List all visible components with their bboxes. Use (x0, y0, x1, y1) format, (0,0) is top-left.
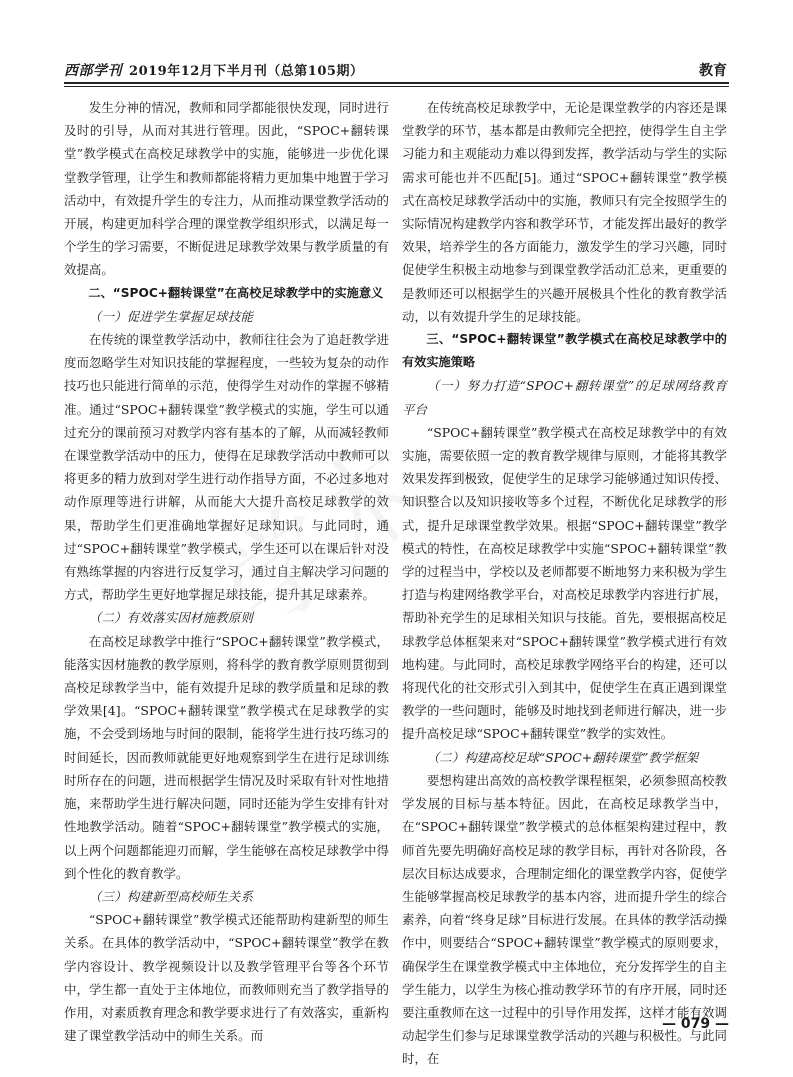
section-heading: 三、“SPOC+翻转课堂”教学模式在高校足球教学中的有效实施策略 (402, 332, 727, 370)
section-heading: 二、“SPOC+翻转课堂”在高校足球教学中的实施意义 (88, 285, 384, 300)
subsection-heading: （一）促进学生掌握足球技能 (88, 308, 254, 324)
paragraph: 在传统的课堂教学活动中，教师往往会为了追赶教学进度而忽略学生对知识技能的掌握程度，一些较为复杂的动作技巧也只能进行简单的示范，使得学生对动作的掌握不够精准。通过“SPOC+翻转课堂”教学模式的实施，学生可以通过充分的课前预习对教学内容有基本的了解，从而减轻教师在课堂教学活动中的压力，使得在足球教学活动中教师可以将更多的精力放到对学生进行动作指导方面，不必过多地对动作原理等进行讲解，从而能大大提升高校足球教学的效果，帮助学生们更准确地掌握好足球知识。与此同时，通过“SPOC+翻转课堂”教学模式，学生还可以在课后针对没有熟练掌握的内容进行反复学习，通过自主解决学习问题的方式，帮助学生更好地掌握足球技能，提升其足球素养。 (64, 332, 389, 603)
paragraph: 在传统高校足球教学中，无论是课堂教学的内容还是课堂教学的环节，基本都是由教师完全把控，使得学生自主学习能力和主观能动力难以得到发挥，教学活动与学生的实际需求可能也并不匹配[5]。通过“SPOC+翻转课堂”教学模式在高校足球教学活动中的实施，教师只有完全按照学生的实际情况构建教学内容和教学环节，才能发挥出最好的教学效果，培养学生的各方面能力，激发学生的学习兴趣，同时促使学生积极主动地参与到课堂教学活动汇总来，更重要的是教师还可以根据学生的兴趣开展极具个性化的教育教学活动，以有效提升学生的足球技能。 (402, 100, 727, 324)
subsection-heading: （二）有效落实因材施教原则 (88, 610, 254, 626)
subsection-heading: （三）构建新型高校师生关系 (88, 888, 254, 904)
paragraph: 要想构建出高效的高校教学课程框架，必须参照高校教学发展的目标与基本特征。因此，在高校足球教学当中，在“SPOC+翻转课堂”教学模式的总体框架构建过程中，教师首先要先明确好高校足球的教学目标，再针对各阶段，各层次目标达成要求，合理制定细化的课堂教学内容，促使学生能够掌握高校足球教学的基本内容，进而提升学生的综合素养，向着“终身足球”目标进行发展。在具体的教学活动操作中，则要结合“SPOC+翻转课堂”教学模式的原则要求，确保学生在课堂教学模式中主体地位，充分发挥学生的自主学生能力，以学生为核心推动教学环节的有序开展，同时还要注重教师在这一过程中的引导作用发挥，这样才能有效调动起学生们参与足球课堂教学活动的兴趣与积极性。与此同时，在 (402, 772, 727, 1067)
running-header (64, 58, 729, 80)
paragraph: 在高校足球教学中推行“SPOC+翻转课堂”教学模式，能落实因材施教的教学原则，将科学的教育教学原则贯彻到高校足球教学当中，能有效提升足球的教学质量和足球的教学效果[4]。“SPOC+翻转课堂”教学模式在足球教学的实施，不会受到场地与时间的限制，能将学生进行技巧练习的时间延长，因而教师就能更好地观察到学生在进行足球训练时所存在的问题，进而根据学生情况及时采取有针对性地措施，来帮助学生进行解决问题，同时还能为学生安排有针对性地教学活动。随着“SPOC+翻转课堂”教学模式的实施，以上两个问题都能迎刃而解，学生能够在高校足球教学中得到个性化的教育教学。 (64, 633, 389, 881)
subsection-heading: （二）构建高校足球“SPOC+翻转课堂”教学框架 (426, 749, 699, 765)
right-column (402, 96, 727, 1071)
page-number: — 079 — (662, 1016, 729, 1032)
left-column (64, 96, 389, 1047)
journal-info (64, 60, 363, 80)
paragraph: “SPOC+翻转课堂”教学模式还能帮助构建新型的师生关系。在具体的教学活动中，“SPOC+翻转课堂”教学在教学内容设计、教学视频设计以及教学管理平台等各个环节中，学生都一直处于主体地位，而教师则充当了教学指导的作用，对素质教育理念和教学要求进行了有效落实，重新构建了课堂教学活动中的师生关系。而 (64, 912, 389, 1044)
journal-logo: 西部学刊 (64, 63, 122, 79)
issue-info: 2019年12月下半月刊（总第105期） (129, 64, 364, 79)
subsection-heading: （一）努力打造“SPOC+翻转课堂”的足球网络教育平台 (402, 378, 727, 417)
section-label: 教育 (699, 63, 727, 79)
paragraph: 发生分神的情况，教师和同学都能很快发现，同时进行及时的引导，从而对其进行管理。因此，“SPOC+翻转课堂”教学模式在高校足球教学中的实施，能够进一步优化课堂教学管理，让学生和教师都能将精力更加集中地置于学习活动中，有效提升学生的专注力，从而推动课堂教学活动的开展，构建更加科学合理的课堂教学组织形式，以满足每一个学生的学习需要，不断促进足球教学效果与教学质量的有效提高。 (64, 100, 389, 278)
paragraph: “SPOC+翻转课堂”教学模式在高校足球教学中的有效实施，需要依照一定的教育教学规律与原则，才能将其教学效果发挥到极致，促使学生的足球学习能够通过知识传授、知识整合以及知识接收等多个过程，不断优化足球教学的形式，提升足球课堂教学效果。根据“SPOC+翻转课堂”教学模式的特性，在高校足球教学中实施“SPOC+翻转课堂”教学的过程当中，学校以及老师都要不断地努力来积极为学生打造与构建网络教学平台，对高校足球教学内容进行扩展，帮助补充学生的足球相关知识与技能。首先，要根据高校足球教学总体框架来对“SPOC+翻转课堂”教学模式进行有效地构建。与此同时，高校足球教学网络平台的构建，还可以将现代化的社交形式引入到其中，促使学生在真正遇到课堂教学的一些问题时，能够及时地找到老师进行解决，进一步提升高校足球“SPOC+翻转课堂”教学的实效性。 (402, 424, 727, 742)
header-rule-thin (64, 86, 729, 87)
header-rule-thick (64, 82, 729, 84)
